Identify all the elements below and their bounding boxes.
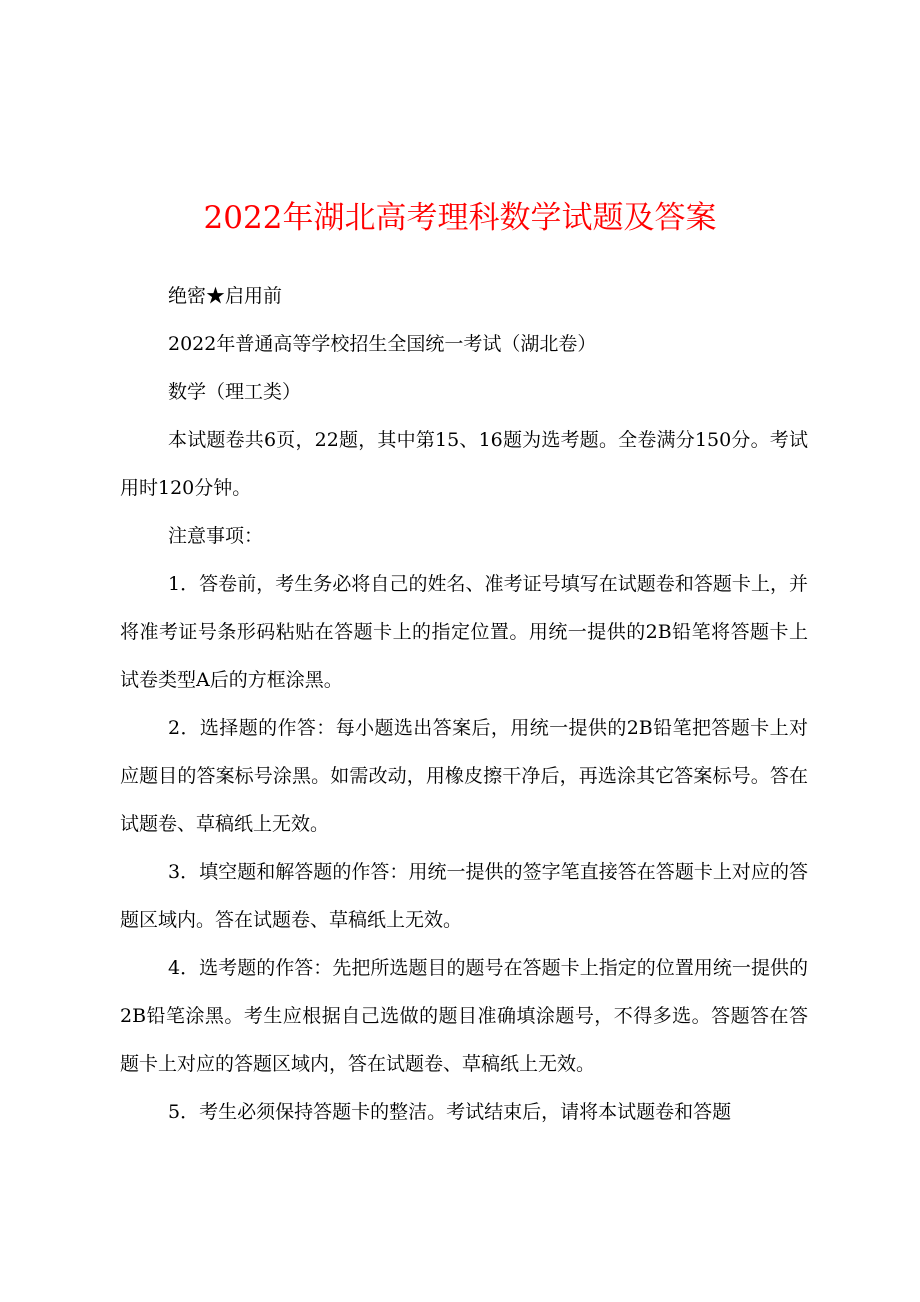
document-title: 2022年湖北高考理科数学试题及答案 <box>203 200 717 236</box>
note-item-1: 1．答卷前，考生务必将自己的姓名、准考证号填写在试题卷和答题卡上，并将准考证号条形码粘贴在答题卡上的指定位置。用统一提供的2B铅笔将答题卡上试卷类型A后的方框涂黑。 <box>120 573 808 691</box>
confidential-line: 绝密★启用前 <box>168 285 283 307</box>
note-item-5: 5．考生必须保持答题卡的整洁。考试结束后，请将本试题卷和答题 <box>168 1101 732 1123</box>
document-body <box>120 272 808 1136</box>
exam-overview-paragraph: 本试题卷共6页，22题，其中第15、16题为选考题。全卷满分150分。考试用时120分钟。 <box>120 429 808 499</box>
exam-name-line: 2022年普通高等学校招生全国统一考试（湖北卷） <box>168 333 597 355</box>
subject-line: 数学（理工类） <box>168 381 302 403</box>
note-item-3: 3．填空题和解答题的作答：用统一提供的签字笔直接答在答题卡上对应的答题区域内。答在试题卷、草稿纸上无效。 <box>120 861 808 931</box>
note-item-4: 4．选考题的作答：先把所选题目的题号在答题卡上指定的位置用统一提供的2B铅笔涂黑。考生应根据自己选做的题目准确填涂题号，不得多选。答题答在答题卡上对应的答题区域内，答在试题卷、草稿纸上无效。 <box>120 957 808 1075</box>
note-item-2: 2．选择题的作答：每小题选出答案后，用统一提供的2B铅笔把答题卡上对应题目的答案标号涂黑。如需改动，用橡皮擦干净后，再选涂其它答案标号。答在试题卷、草稿纸上无效。 <box>120 717 808 835</box>
notes-heading: 注意事项： <box>168 525 264 547</box>
